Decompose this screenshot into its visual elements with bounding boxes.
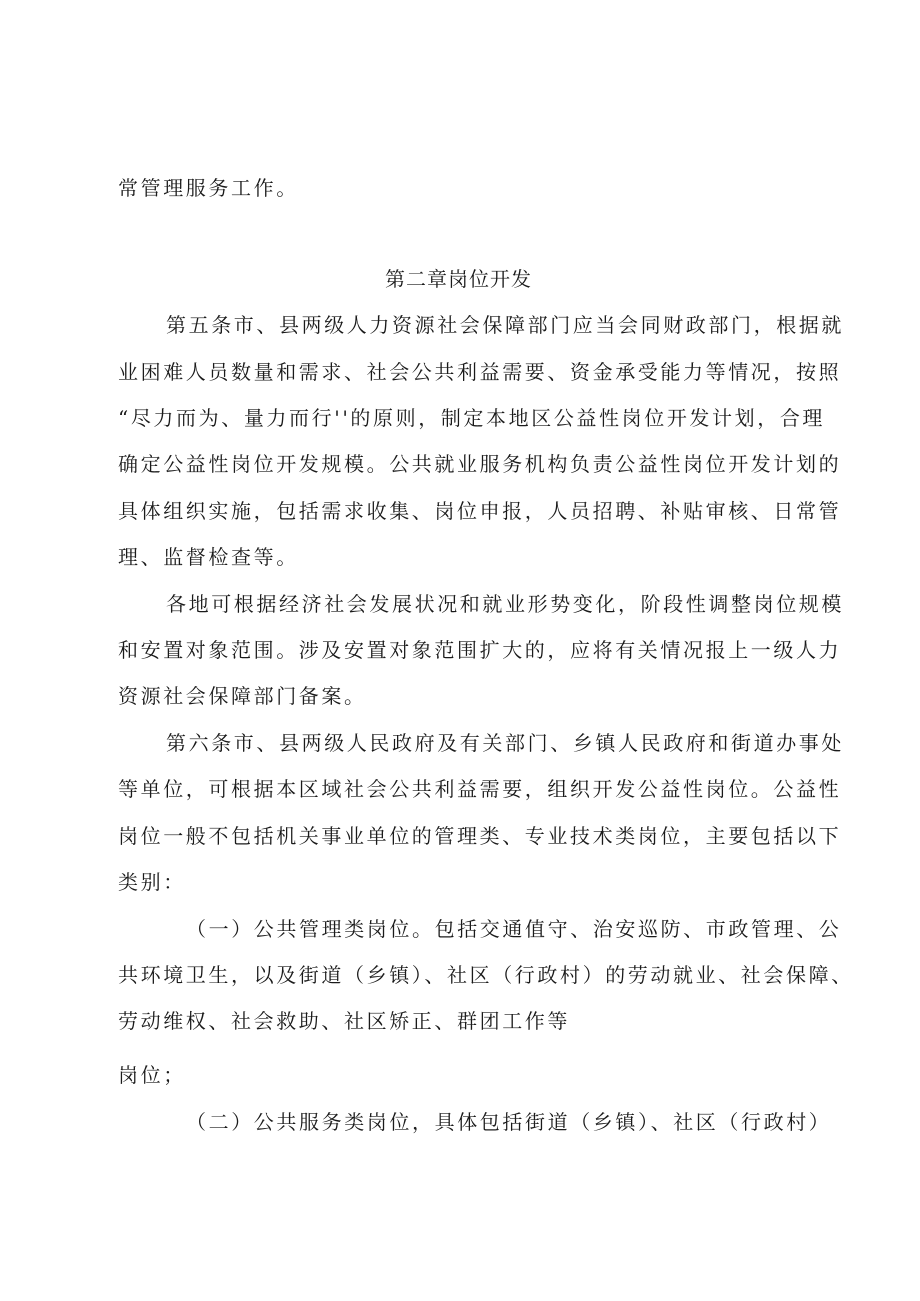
article-6-line-1: 第六条市、县两级人民政府及有关部门、乡镇人民政府和街道办事处: [166, 731, 844, 755]
article-5-line-2: 业困难人员数量和需求、社会公共利益需要、资金承受能力等情况，按照: [118, 360, 842, 384]
paragraph-2-line-2: 和安置对象范围。涉及安置对象范围扩大的，应将有关情况报上一级人力: [118, 638, 842, 662]
article-5-line-3: “尽力而为、量力而行''的原则，制定本地区公益性岗位开发计划，合理: [118, 406, 826, 430]
article-6-line-3: 岗位一般不包括机关事业单位的管理类、专业技术类岗位，主要包括以下: [118, 824, 842, 848]
item-1-line-3: 劳动维权、社会救助、社区矫正、群团工作等: [118, 1009, 570, 1033]
article-6-line-4: 类别：: [118, 870, 186, 894]
item-1-line-4: 岗位；: [118, 1063, 186, 1087]
article-5-line-6: 理、监督检查等。: [118, 545, 299, 569]
item-2-line-1: （二）公共服务类岗位，具体包括街道（乡镇）、社区（行政村）: [186, 1110, 832, 1134]
article-5-line-1: 第五条市、县两级人力资源社会保障部门应当会同财政部门，根据就: [166, 313, 844, 337]
item-1-line-2: 共环境卫生，以及街道（乡镇）、社区（行政村）的劳动就业、社会保障、: [118, 963, 854, 987]
continuation-text: 常管理服务工作。: [118, 176, 299, 200]
article-5-line-4: 确定公益性岗位开发规模。公共就业服务机构负责公益性岗位开发计划的: [118, 452, 842, 476]
article-5-line-5: 具体组织实施，包括需求收集、岗位申报，人员招聘、补贴审核、日常管: [118, 499, 842, 523]
chapter-title: 第二章岗位开发: [385, 267, 532, 291]
paragraph-2-line-3: 资源社会保障部门备案。: [118, 684, 367, 708]
paragraph-2-line-1: 各地可根据经济社会发展状况和就业形势变化，阶段性调整岗位规模: [166, 592, 844, 616]
item-1-line-1: （一）公共管理类岗位。包括交通值守、治安巡防、市政管理、公: [186, 917, 842, 941]
article-6-line-2: 等单位，可根据本区域社会公共利益需要，组织开发公益性岗位。公益性: [118, 777, 842, 801]
